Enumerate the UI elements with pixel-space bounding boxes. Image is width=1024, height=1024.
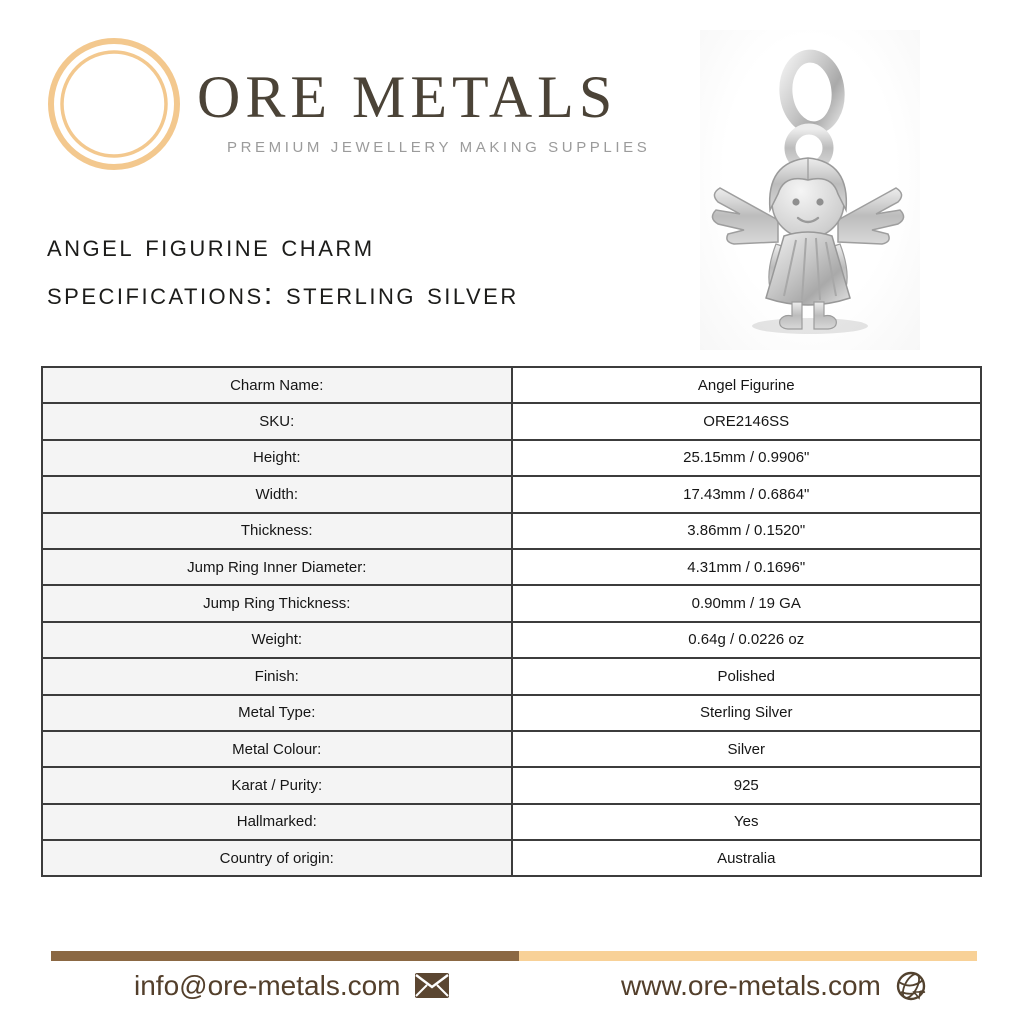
spec-value: Yes [512,804,982,840]
gold-rings-icon [45,35,185,175]
spec-label: Width: [42,476,512,512]
spec-label: Height: [42,440,512,476]
specs-table-body [42,367,981,876]
spec-value: Polished [512,658,982,694]
spec-value: Angel Figurine [512,367,982,403]
brand-tagline: PREMIUM JEWELLERY MAKING SUPPLIES [227,139,651,156]
table-row [42,549,981,585]
table-row [42,403,981,439]
spec-value: 17.43mm / 0.6864" [512,476,982,512]
spec-value: Australia [512,840,982,876]
table-row [42,585,981,621]
table-row [42,767,981,803]
brand-name: ORE METALS [197,64,618,130]
globe-icon [895,970,927,1002]
spec-label: Metal Type: [42,695,512,731]
spec-label: Charm Name: [42,367,512,403]
table-row [42,804,981,840]
product-title: angel figurine charm [47,228,375,263]
email-link[interactable] [134,963,449,1008]
spec-value: 4.31mm / 0.1696" [512,549,982,585]
divider-tan-segment [519,951,977,961]
spec-label: Country of origin: [42,840,512,876]
spec-value: 25.15mm / 0.9906" [512,440,982,476]
spec-value: 0.64g / 0.0226 oz [512,622,982,658]
angel-charm-illustration [700,30,920,350]
spec-label: SKU: [42,403,512,439]
spec-label: Hallmarked: [42,804,512,840]
divider-brown-segment [51,951,519,961]
brand-logo [45,35,665,175]
table-row [42,695,981,731]
spec-value: 0.90mm / 19 GA [512,585,982,621]
footer-divider [51,951,977,961]
spec-label: Metal Colour: [42,731,512,767]
product-titles [47,222,647,318]
table-row [42,731,981,767]
spec-value: 3.86mm / 0.1520" [512,513,982,549]
envelope-icon [415,973,449,998]
table-row [42,440,981,476]
spec-label: Thickness: [42,513,512,549]
spec-label: Jump Ring Thickness: [42,585,512,621]
table-row [42,367,981,403]
spec-value: ORE2146SS [512,403,982,439]
table-row [42,622,981,658]
table-row [42,658,981,694]
website-text: www.ore-metals.com [621,969,881,1001]
spec-label: Weight: [42,622,512,658]
spec-value: Sterling Silver [512,695,982,731]
spec-label: Finish: [42,658,512,694]
table-row [42,840,981,876]
table-row [42,476,981,512]
website-link[interactable] [621,963,927,1008]
footer-contacts [51,963,977,1008]
product-subtitle: specifications: sterling silver [47,276,519,311]
spec-label: Karat / Purity: [42,767,512,803]
specifications-table [41,366,982,877]
table-row [42,513,981,549]
product-photo [700,30,920,350]
spec-value: 925 [512,767,982,803]
email-text: info@ore-metals.com [134,969,401,1001]
spec-label: Jump Ring Inner Diameter: [42,549,512,585]
spec-value: Silver [512,731,982,767]
